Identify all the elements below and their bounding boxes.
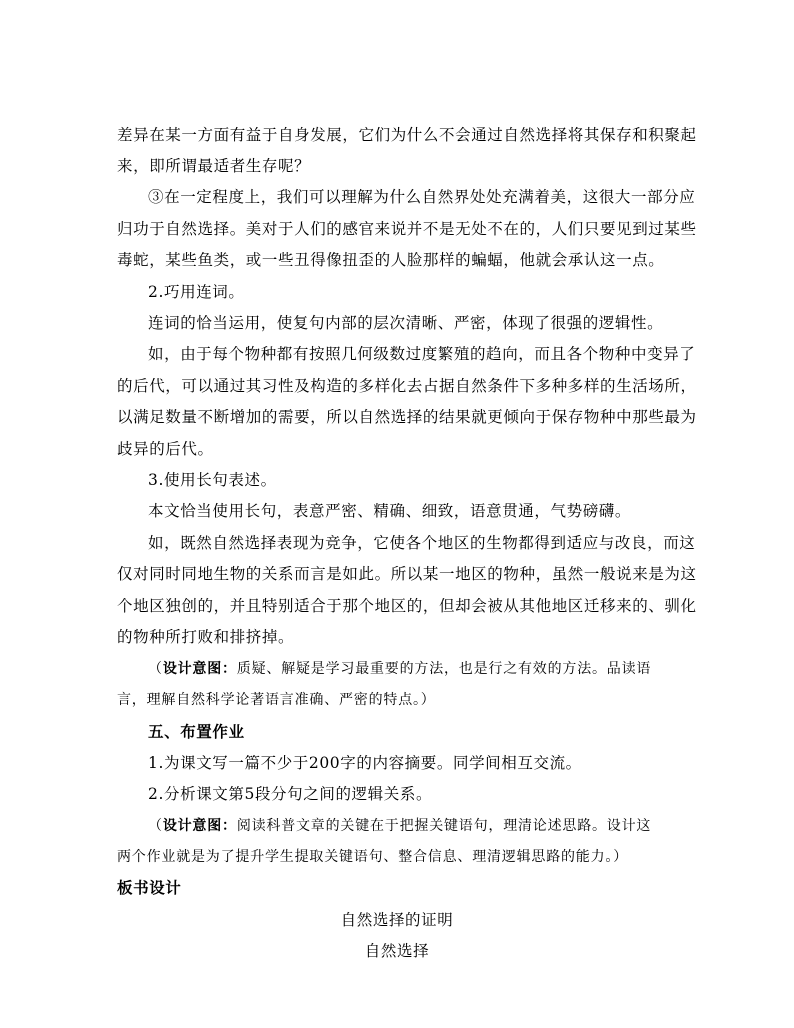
design-note-line: 两个作业就是为了提升学生提取关键语句、整合信息、理清逻辑思路的能力。）	[117, 849, 628, 865]
board-heading: 板书设计	[117, 878, 182, 897]
text-line: ③在一定程度上，我们可以理解为什么自然界处处充满着美，这很大一部分应	[148, 188, 696, 206]
design-note	[148, 816, 688, 836]
text-line: 归功于自然选择。美对于人们的感官来说并不是无处不在的，人们只要见到过某些	[117, 220, 697, 238]
text-line: 的后代，可以通过其习性及构造的多样化去占据自然条件下多种多样的生活场所，	[117, 377, 697, 395]
text-line: 歧异的后代。	[117, 440, 214, 458]
text-line: 如，既然自然选择表现为竞争，它使各个地区的生物都得到适应与改良，而这	[148, 534, 696, 552]
design-note-label: 设计意图：	[162, 661, 237, 677]
text-line: 连词的恰当运用，使复句内部的层次清晰、严密，体现了很强的逻辑性。	[148, 314, 664, 332]
text-line: 毒蛇，某些鱼类，或一些丑得像扭歪的人脸那样的蝙蝠，他就会承认这一点。	[117, 251, 665, 269]
section-heading: 3.使用长句表述。	[148, 471, 277, 489]
homework-item: 1.为课文写一篇不少于200字的内容摘要。同学间相互交流。	[148, 754, 582, 772]
homework-heading: 五、布置作业	[148, 722, 245, 741]
design-note	[148, 659, 688, 679]
text-line: 如，由于每个物种都有按照几何级数过度繁殖的趋向，而且各个物种中变异了	[148, 345, 696, 363]
board-subtitle: 自然选择	[364, 942, 430, 960]
design-note-text: 阅读科普文章的关键在于把握关键语句，理清论述思路。设计这	[236, 818, 652, 834]
board-title: 自然选择的证明	[340, 911, 454, 929]
homework-item: 2.分析课文第5段分句之间的逻辑关系。	[148, 785, 433, 803]
design-note-text: 质疑、解疑是学习最重要的方法，也是行之有效的方法。品读语	[236, 661, 652, 677]
text-line: 来，即所谓最适者生存呢？	[117, 157, 311, 175]
design-note-open: （	[148, 661, 163, 677]
design-note-line: 言，理解自然科学论著语言准确、严密的特点。）	[117, 692, 436, 708]
design-note-open: （	[148, 818, 163, 834]
text-line: 的物种所打败和排挤掉。	[117, 628, 295, 646]
text-line: 差异在某一方面有益于自身发展，它们为什么不会通过自然选择将其保存和积聚起	[117, 126, 697, 144]
section-heading: 2.巧用连词。	[148, 283, 245, 301]
text-line: 个地区独创的，并且特别适合于那个地区的，但却会被从其他地区迁移来的、驯化	[117, 597, 697, 615]
design-note-label: 设计意图：	[162, 818, 237, 834]
text-line: 以满足数量不断增加的需要，所以自然选择的结果就更倾向于保存物种中那些最为	[117, 408, 697, 426]
text-line: 本文恰当使用长句，表意严密、精确、细致，语意贯通，气势磅礴。	[148, 502, 632, 520]
text-line: 仅对同时同地生物的关系而言是如此。所以某一地区的物种，虽然一般说来是为这	[117, 565, 697, 583]
